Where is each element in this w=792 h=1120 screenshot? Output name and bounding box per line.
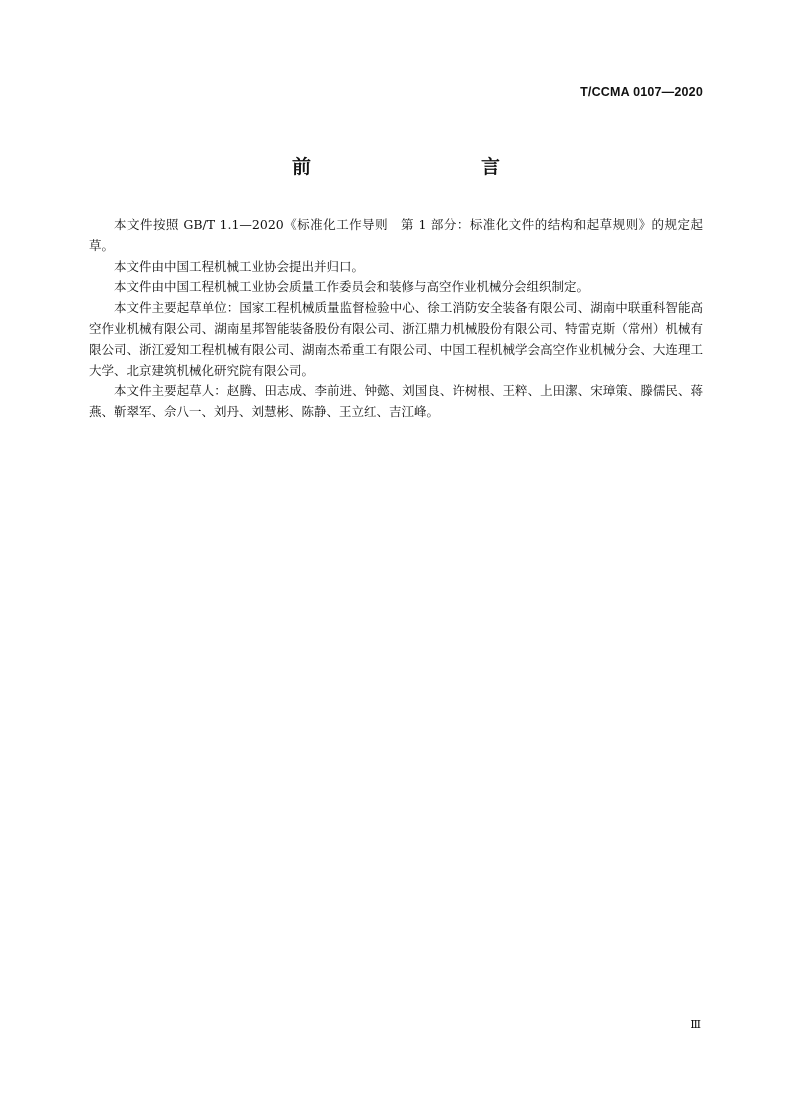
paragraph-drafting-units: 本文件主要起草单位：国家工程机械质量监督检验中心、徐工消防安全装备有限公司、湖南中联重科智能高空作业机械有限公司、湖南星邦智能装备股份有限公司、浙江鼎力机械股份有限公司、特雷克斯（常州）机械有限公司、浙江爱知工程机械有限公司、湖南杰希重工有限公司、中国工程机械学会高空作业机械分会、大连理工大学、北京建筑机械化研究院有限公司。 <box>89 300 703 378</box>
standard-code-header: T/CCMA 0107—2020 <box>580 85 703 99</box>
paragraph-organizer: 本文件由中国工程机械工业协会质量工作委员会和装修与高空作业机械分会组织制定。 <box>114 279 590 295</box>
foreword-title: 前 言 <box>291 156 544 178</box>
foreword-body <box>89 215 703 423</box>
paragraph-drafting-rules: 本文件按照 GB/T 1.1—2020《标准化工作导则 第 1 部分：标准化文件的结构和起草规则》的规定起草。 <box>89 217 703 253</box>
page-number: Ⅲ <box>690 1018 700 1031</box>
paragraph-drafters: 本文件主要起草人：赵腾、田志成、李前进、钟懿、刘国良、许树根、王粹、上田潔、宋璋策、滕儒民、蒋燕、靳翠军、佘八一、刘丹、刘慧彬、陈静、王立红、吉江峰。 <box>89 383 703 420</box>
paragraph-proposer: 本文件由中国工程机械工业协会提出并归口。 <box>114 258 365 274</box>
